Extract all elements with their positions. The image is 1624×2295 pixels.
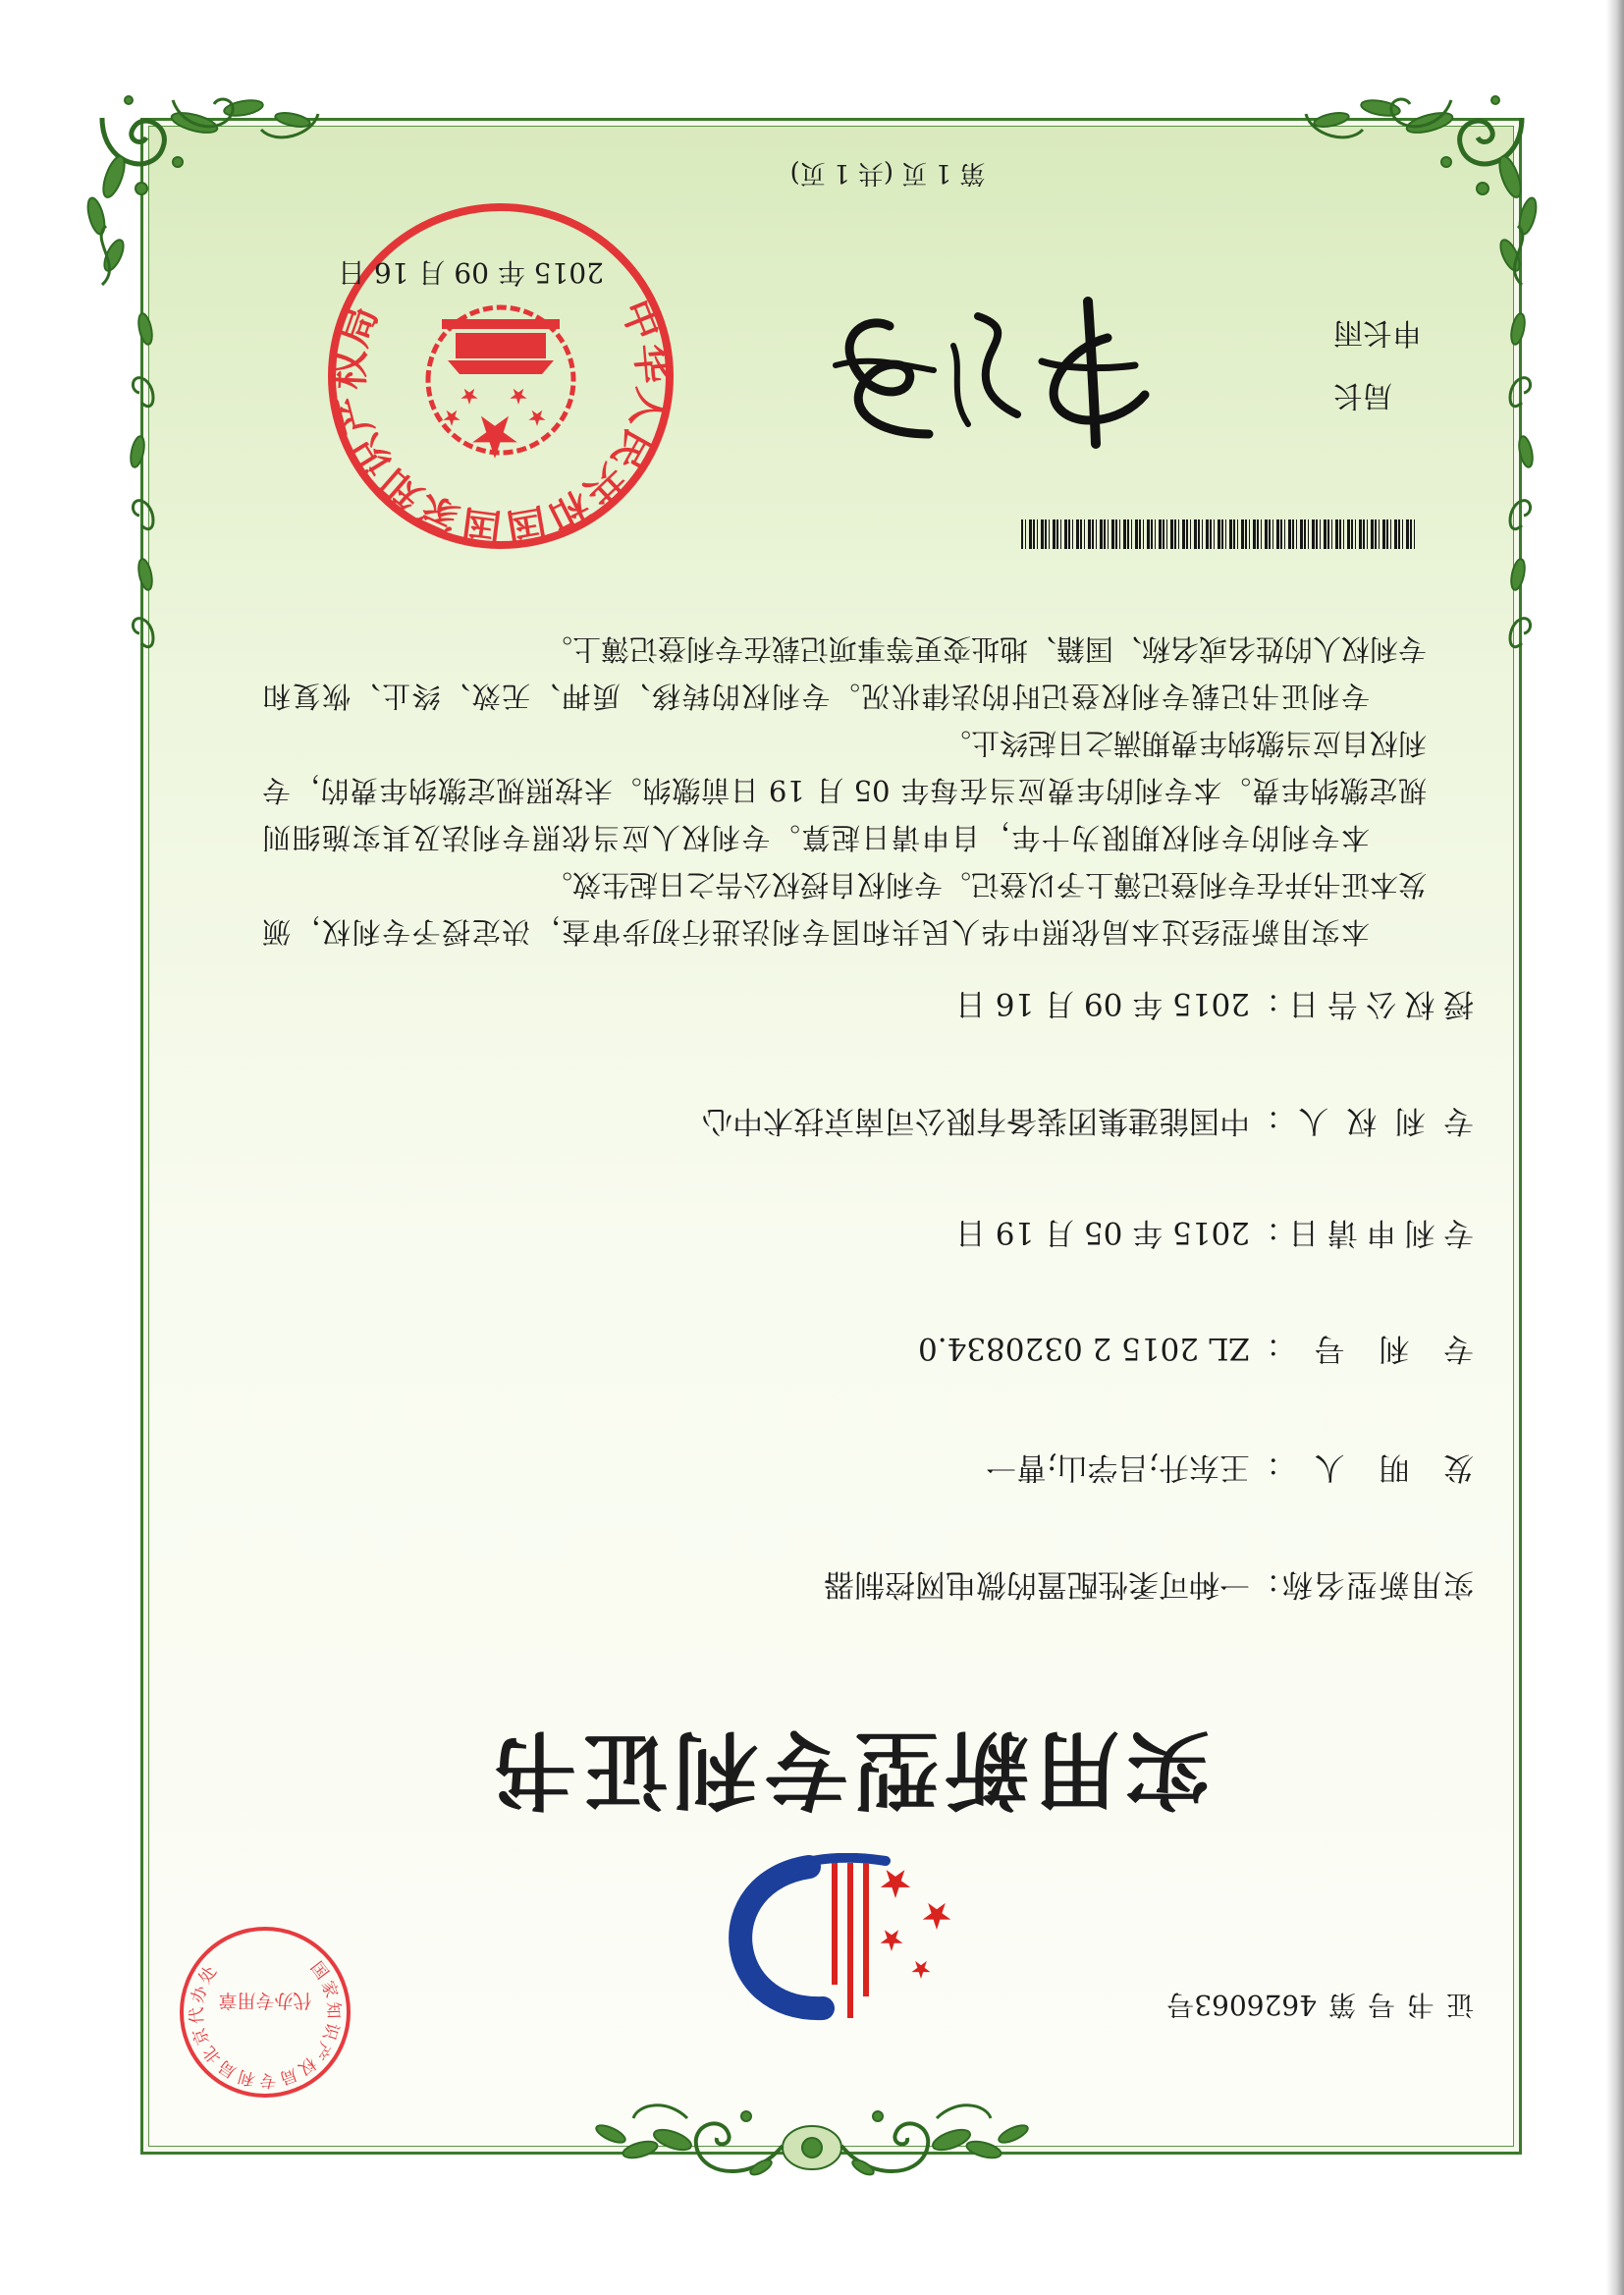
barcode-bar (1190, 519, 1191, 549)
barcode-bar (1100, 519, 1103, 549)
barcode-bar (1272, 519, 1273, 549)
star-icon (881, 1870, 910, 1898)
barcode-bar (1127, 519, 1129, 549)
barcode-bar (1068, 519, 1070, 549)
barcode-bar (1131, 519, 1132, 549)
body-text-line: 专利权人的姓名或名称、国籍、地址变更等事项记载在专利登记簿上。 (543, 632, 1427, 666)
barcode-bar (1159, 519, 1162, 549)
star-icon (881, 1930, 903, 1951)
barcode-bar (1029, 519, 1032, 549)
barcode-bar (1347, 519, 1350, 549)
barcode-bar (1379, 519, 1380, 549)
barcode-bar (1186, 519, 1188, 549)
body-text-line: 本专利的专利权期限为十年，自申请日起算。专利权人应当依照专利法及其实施细则 (262, 821, 1370, 854)
barcode-bar (1135, 519, 1138, 549)
barcode-bar (1076, 519, 1079, 549)
barcode-bar (1371, 519, 1374, 549)
barcode-bar (1327, 519, 1329, 549)
barcode-bar (1163, 519, 1164, 549)
field-label: 专利申请日： (1250, 1215, 1474, 1250)
body-text-line: 专利证书记载专利权登记时的法律状况。专利权的转移、质押、无效、终止、恢复和 (262, 680, 1370, 713)
field-label: 授权公告日： (1250, 986, 1474, 1021)
star-icon (510, 389, 526, 405)
barcode-bar (1178, 519, 1179, 549)
certificate-number-value: 4626063号 (1166, 1989, 1317, 2021)
barcode-bar (1194, 519, 1197, 549)
barcode-bar (1382, 519, 1385, 549)
scan-edge-shadow (1606, 0, 1624, 2295)
barcode-bar (1229, 519, 1232, 549)
body-text-line: 本实用新型经过本局依照中华人民共和国专利法进行初步审查，决定授予专利权，颁 (262, 915, 1370, 949)
field-label: 专利权人： (1250, 1103, 1474, 1138)
barcode-bar (1218, 519, 1220, 549)
barcode-bar (1284, 519, 1285, 549)
barcode-bar (1084, 519, 1085, 549)
barcode-bar (1406, 519, 1409, 549)
barcode-bar (1316, 519, 1318, 549)
barcode-bar (1202, 519, 1203, 549)
barcode-bar (1343, 519, 1344, 549)
barcode-bar (1331, 519, 1332, 549)
barcode-bar (1253, 519, 1256, 549)
barcode-bar (1021, 519, 1023, 549)
barcode-bar (1339, 519, 1341, 549)
barcode-bar (1225, 519, 1226, 549)
official-seal-stamp (322, 197, 679, 555)
barcode-bar (1088, 519, 1091, 549)
barcode-bar (1174, 519, 1176, 549)
barcode-bar (1312, 519, 1315, 549)
barcode-bar (1233, 519, 1235, 549)
corner-floral-ornament-icon (1294, 93, 1540, 295)
national-emblem-icon (428, 307, 573, 459)
agency-seal-ring-text: 国家知识产权局专利局北京代办处 (187, 1958, 344, 2091)
body-text-line: 规定缴纳年费。本专利的年费应当在每年 05 月 19 日前缴纳。未按照规定缴纳年费的，专 (262, 774, 1427, 807)
barcode-bar (1037, 519, 1038, 549)
field-value: 一种可柔性配置的微电网控制器 (824, 1566, 1250, 1602)
barcode-bar (1147, 519, 1150, 549)
barcode-bar (1123, 519, 1126, 549)
barcode-bar (1390, 519, 1391, 549)
page-number-note: 第 1 页 (共 1 页) (789, 158, 986, 188)
barcode-bar (1104, 519, 1106, 549)
barcode-bar (1041, 519, 1044, 549)
logo-blue-bowl (740, 1867, 823, 2008)
corner-floral-ornament-icon (84, 93, 330, 295)
barcode-bar (1300, 519, 1303, 549)
barcode-bar (1292, 519, 1294, 549)
barcode-bar (1288, 519, 1291, 549)
barcode-bar (1064, 519, 1067, 549)
barcode-bar (1296, 519, 1297, 549)
field-value: 王东升;吕学山;曹一 (986, 1449, 1250, 1485)
barcode-bar (1214, 519, 1215, 549)
agency-seal-stamp (177, 1924, 353, 2101)
field-value: 2015 年 09 月 16 日 (954, 986, 1250, 1021)
barcode-bar (1375, 519, 1377, 549)
barcode-bar (1155, 519, 1156, 549)
star-icon (923, 1903, 951, 1930)
barcode-bar (1276, 519, 1279, 549)
barcode-bar (1096, 519, 1097, 549)
barcode-bar (1351, 519, 1353, 549)
barcode-bar (1166, 519, 1167, 549)
barcode-bar (1359, 519, 1362, 549)
seal-ring-text: 中华人民共和国国家知识产权局 (326, 293, 677, 552)
body-text-line: 发本证书并在专利登记簿上予以登记。专利权自授权公告之日起生效。 (543, 868, 1427, 902)
barcode-bar (1080, 519, 1082, 549)
agency-seal-center-text: 代办专用章 (218, 1990, 312, 2011)
side-floral-ornament-icon (124, 295, 159, 663)
barcode-bar (1221, 519, 1223, 549)
barcode-bar (1386, 519, 1388, 549)
barcode-bar (1249, 519, 1250, 549)
barcode-bar (1072, 519, 1073, 549)
field-utility-model-name (824, 1564, 1474, 1604)
sipo-logo-icon (721, 1853, 956, 2030)
barcode-bar (1108, 519, 1109, 549)
barcode-bar (1355, 519, 1356, 549)
director-name: 申长雨 (1333, 315, 1422, 350)
field-label: 发明人： (1250, 1449, 1474, 1485)
certificate-number (1166, 1987, 1474, 2022)
field-inventors (986, 1448, 1474, 1487)
seal-date: 2015 年 09 月 16 日 (337, 256, 604, 289)
field-application-date (955, 1213, 1474, 1252)
barcode-bar (1324, 519, 1326, 549)
barcode-bar (1257, 519, 1259, 549)
field-value: 中国能建集团装备有限公司南京技术中心 (702, 1103, 1250, 1138)
barcode-bar (1241, 519, 1244, 549)
barcode-bar (1367, 519, 1368, 549)
barcode-bar (1402, 519, 1403, 549)
barcode-bar (1394, 519, 1397, 549)
barcode-bar (1049, 519, 1050, 549)
barcode-bar (1056, 519, 1058, 549)
field-value: ZL 2015 2 0320834.0 (918, 1331, 1250, 1366)
barcode-bar (1025, 519, 1026, 549)
director-title: 局长 (1333, 378, 1392, 412)
barcode-bar (1410, 519, 1412, 549)
barcode-bar (1060, 519, 1061, 549)
barcode-bar (1280, 519, 1282, 549)
barcode-bar (1170, 519, 1173, 549)
barcode-bar (1139, 519, 1141, 549)
star-icon (528, 410, 545, 426)
barcode-bar (1414, 519, 1415, 549)
barcode-bar (1092, 519, 1094, 549)
barcode-bar (1206, 519, 1209, 549)
field-label: 实用新型名称： (1250, 1566, 1474, 1602)
barcode-bar (1245, 519, 1247, 549)
barcode-bar (1210, 519, 1212, 549)
barcode-bar (1335, 519, 1338, 549)
barcode-bar (1198, 519, 1200, 549)
barcode-bar (1304, 519, 1306, 549)
certificate-number-label: 证书号第 (1316, 1989, 1474, 2021)
gate-base (442, 319, 560, 329)
barcode-bar (1398, 519, 1400, 549)
field-patent-number (918, 1329, 1474, 1368)
barcode-bar (1320, 519, 1321, 549)
barcode-bar (1151, 519, 1153, 549)
barcode-bar (1033, 519, 1035, 549)
barcode-bar (1269, 519, 1271, 549)
barcode-bar (1119, 519, 1120, 549)
barcode-bar (1308, 519, 1309, 549)
barcode-bar (1045, 519, 1047, 549)
barcode-bar (1237, 519, 1238, 549)
field-label: 专利号： (1250, 1331, 1474, 1366)
body-text-line: 利权自应当缴纳年费期满之日起终止。 (942, 727, 1427, 760)
barcode-bar (1053, 519, 1056, 549)
barcode-bar (1261, 519, 1262, 549)
side-floral-ornament-icon (1504, 295, 1540, 663)
barcode-bar (1182, 519, 1185, 549)
barcode-bar (1111, 519, 1114, 549)
barcode-bar (1115, 519, 1117, 549)
gate-body (456, 333, 546, 358)
director-signature (821, 292, 1164, 464)
field-grant-date (955, 984, 1474, 1023)
star-icon (912, 1961, 931, 1979)
svg-text:国家知识产权局专利局北京代办处 (188, 1958, 344, 2090)
certificate-title: 实用新型专利证书 (487, 1720, 1210, 1819)
gate-roof (448, 360, 554, 374)
field-value: 2015 年 05 月 19 日 (954, 1215, 1250, 1250)
barcode-icon (1017, 519, 1415, 549)
barcode-bar (1265, 519, 1268, 549)
star-icon (460, 389, 477, 405)
barcode-bar (1363, 519, 1365, 549)
top-floral-ornament-icon (589, 2094, 1035, 2187)
field-patentee (702, 1101, 1474, 1140)
barcode-bar (1143, 519, 1144, 549)
